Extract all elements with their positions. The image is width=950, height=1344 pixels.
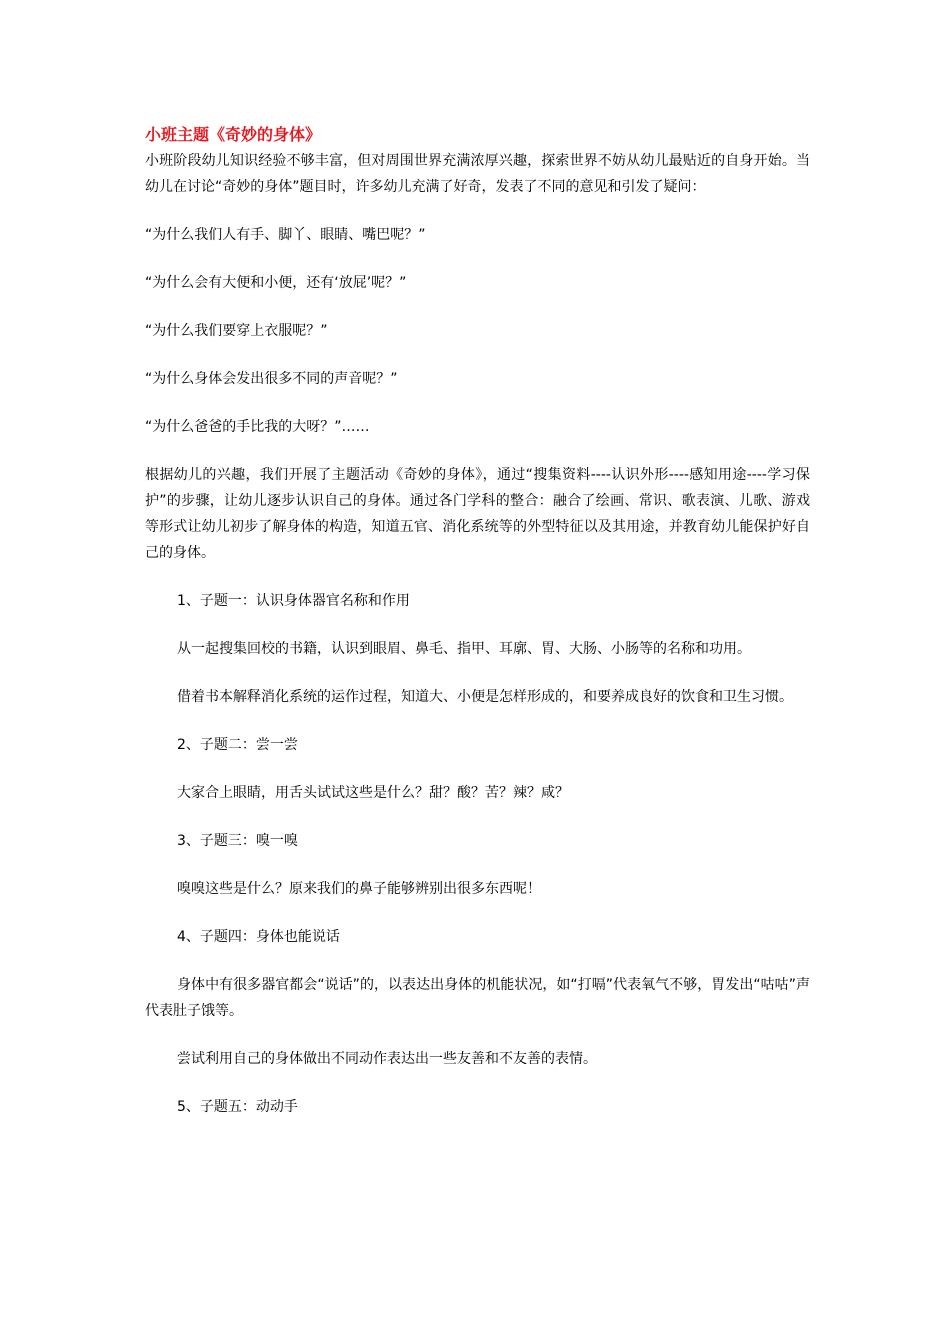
question-3: “为什么我们要穿上衣服呢？” xyxy=(145,323,328,339)
question-2: “为什么会有大便和小便，还有‘放屁’呢？” xyxy=(145,275,407,291)
summary-paragraph: 根据幼儿的兴趣，我们开展了主题活动《奇妙的身体》，通过“搜集资料----认识外形----感知用途----学习保护”的步骤，让幼儿逐步认识自己的身体。通过各门学科的整合：融合了绘画、常识、歌表演、儿歌、游戏等形式让幼儿初步了解身体的构造，知道五官、消化系统等的外型特征以及其用途，并教育幼儿能保护好自己的身体。 xyxy=(145,467,810,561)
document-page xyxy=(145,122,810,1120)
document-title: 小班主题《奇妙的身体》 xyxy=(145,125,322,144)
section-1-heading: 1、子题一：认识身体器官名称和作用 xyxy=(177,593,410,609)
section-2-heading: 2、子题二：尝一尝 xyxy=(177,737,298,753)
section-3-paragraph-1: 嗅嗅这些是什么？原来我们的鼻子能够辨别出很多东西呢！ xyxy=(177,881,541,897)
question-4: “为什么身体会发出很多不同的声音呢？” xyxy=(145,371,398,387)
section-2-paragraph-1: 大家合上眼睛，用舌头试试这些是什么？甜？酸？苦？辣？咸？ xyxy=(177,785,569,801)
section-1-paragraph-1: 从一起搜集回校的书籍，认识到眼眉、鼻毛、指甲、耳廓、胃、大肠、小肠等的名称和功用。 xyxy=(177,641,751,657)
section-4-heading: 4、子题四：身体也能说话 xyxy=(177,929,340,945)
section-4-paragraph-1: 身体中有很多器官都会“说话”的，以表达出身体的机能状况，如“打嗝”代表氧气不够，胃发出“咕咕”声代表肚子饿等。 xyxy=(145,977,810,1019)
intro-paragraph: 小班阶段幼儿知识经验不够丰富，但对周围世界充满浓厚兴趣，探索世界不妨从幼儿最贴近的自身开始。当幼儿在讨论“奇妙的身体”题目时，许多幼儿充满了好奇，发表了不同的意见和引发了疑问： xyxy=(145,153,810,195)
section-1-paragraph-2: 借着书本解释消化系统的运作过程，知道大、小便是怎样形成的，和要养成良好的饮食和卫生习惯。 xyxy=(177,689,793,705)
question-1: “为什么我们人有手、脚丫、眼睛、嘴巴呢？” xyxy=(145,227,426,243)
section-5-heading: 5、子题五：动动手 xyxy=(177,1099,298,1115)
section-3-heading: 3、子题三：嗅一嗅 xyxy=(177,833,298,849)
section-4-paragraph-2: 尝试利用自己的身体做出不同动作表达出一些友善和不友善的表情。 xyxy=(177,1051,597,1067)
question-5: “为什么爸爸的手比我的大呀？”…… xyxy=(145,419,370,435)
